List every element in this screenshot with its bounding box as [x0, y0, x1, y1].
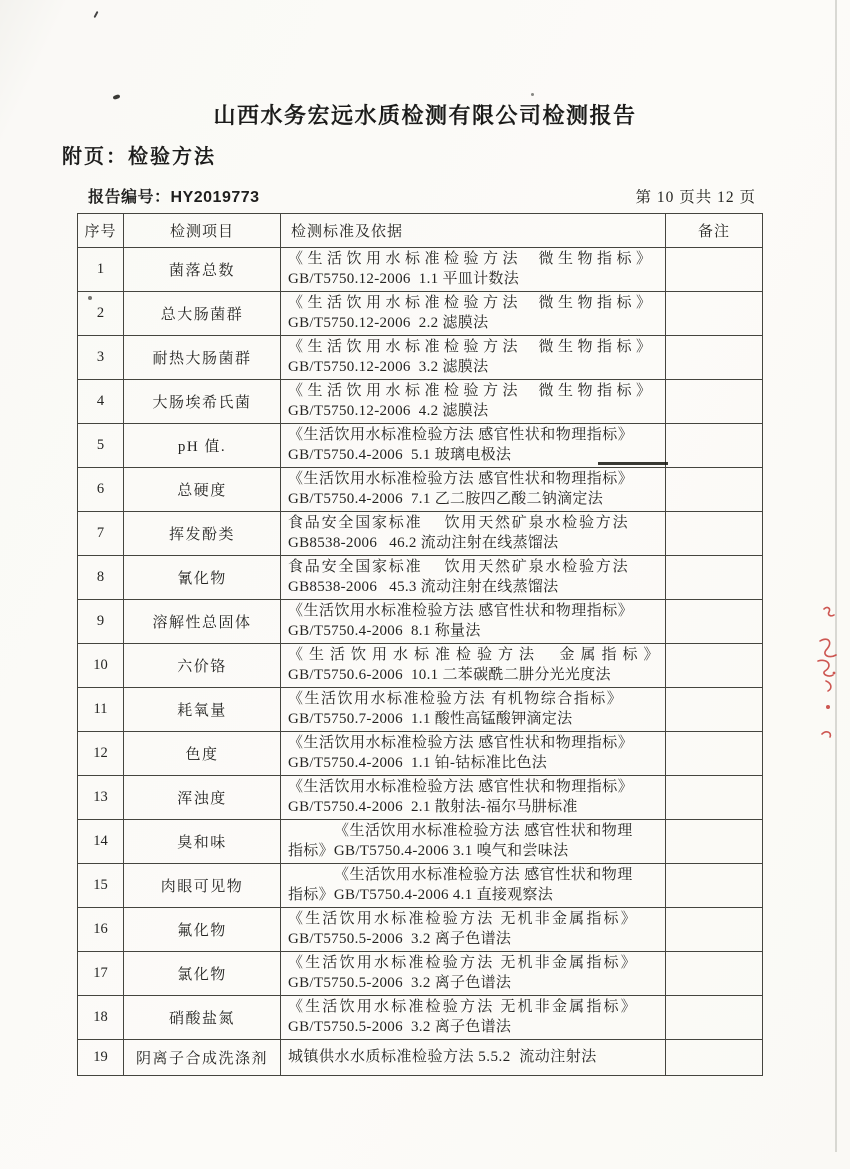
table-row	[78, 952, 763, 996]
remark-cell	[666, 292, 763, 336]
test-item-cell: 氯化物	[124, 952, 281, 996]
test-item-cell: 耗氧量	[124, 688, 281, 732]
standard-cell	[281, 952, 666, 996]
standard-line-2: GB/T5750.4-2006 8.1 称量法	[288, 622, 481, 639]
remark-cell	[666, 688, 763, 732]
table-row	[78, 512, 763, 556]
standard-line-1: 城镇供水水质标准检验方法 5.5.2 流动注射法	[288, 1048, 597, 1065]
test-item-cell: 色度	[124, 732, 281, 776]
column-header-seq: 序号	[78, 214, 124, 248]
standard-line-1: 《生活饮用水标准检验方法 金属指标》	[288, 647, 665, 663]
test-item-cell: 浑浊度	[124, 776, 281, 820]
remark-cell	[666, 820, 763, 864]
row-number-cell: 1	[78, 248, 124, 292]
table-row	[78, 864, 763, 908]
row-number-cell: 4	[78, 380, 124, 424]
test-item-cell: 总大肠菌群	[124, 292, 281, 336]
standard-cell	[281, 820, 666, 864]
page-indicator: 第 10 页共 12 页	[635, 189, 756, 206]
standard-line-1: 《生活饮用水标准检验方法 微生物指标》	[288, 339, 656, 355]
standard-line-2: GB8538-2006 45.3 流动注射在线蒸馏法	[288, 578, 559, 595]
scan-speck	[93, 11, 98, 18]
scanner-edge-line	[835, 0, 837, 1152]
standard-cell	[281, 996, 666, 1040]
standard-line-1: 《生活饮用水标准检验方法 微生物指标》	[288, 251, 656, 267]
table-row	[78, 1040, 763, 1076]
standard-line-1: 《生活饮用水标准检验方法 无机非金属指标》	[288, 911, 638, 927]
row-number-cell: 8	[78, 556, 124, 600]
column-header-item: 检测项目	[124, 214, 281, 248]
test-item-cell: 菌落总数	[124, 248, 281, 292]
row-number-cell: 6	[78, 468, 124, 512]
remark-cell	[666, 556, 763, 600]
remark-cell	[666, 996, 763, 1040]
remark-cell	[666, 380, 763, 424]
test-item-cell: pH 值.	[124, 424, 281, 468]
row-number-cell: 17	[78, 952, 124, 996]
standard-line-1: 《生活饮用水标准检验方法 感官性状和物理指标》	[288, 735, 634, 751]
report-number-value: HY2019773	[170, 189, 260, 206]
standard-line-1: 《生活饮用水标准检验方法 感官性状和物理指标》	[288, 427, 634, 443]
standard-line-2: GB/T5750.4-2006 2.1 散射法-福尔马肼标准	[288, 798, 578, 815]
remark-cell	[666, 468, 763, 512]
standard-cell	[281, 732, 666, 776]
test-item-cell: 溶解性总固体	[124, 600, 281, 644]
standard-line-2: GB/T5750.5-2006 3.2 离子色谱法	[288, 930, 512, 947]
standard-line-2: GB/T5750.4-2006 1.1 铂-钴标准比色法	[288, 754, 548, 771]
standard-line-1: 《生活饮用水标准检验方法 感官性状和物理指标》	[288, 603, 634, 619]
table-row	[78, 776, 763, 820]
standard-line-2: GB/T5750.5-2006 3.2 离子色谱法	[288, 1018, 512, 1035]
test-item-cell: 大肠埃希氏菌	[124, 380, 281, 424]
standard-line-2: GB8538-2006 46.2 流动注射在线蒸馏法	[288, 534, 559, 551]
table-row	[78, 248, 763, 292]
column-header-standard: 检测标准及依据	[281, 214, 666, 248]
standard-cell	[281, 248, 666, 292]
remark-cell	[666, 952, 763, 996]
row-number-cell: 12	[78, 732, 124, 776]
standard-line-1: 《生活饮用水标准检验方法 感官性状和物理	[334, 867, 633, 883]
test-item-cell: 氟化物	[124, 908, 281, 952]
standard-line-2: GB/T5750.12-2006 1.1 平皿计数法	[288, 270, 520, 287]
table-row	[78, 732, 763, 776]
standard-cell	[281, 556, 666, 600]
test-item-cell: 总硬度	[124, 468, 281, 512]
scan-speck	[531, 93, 534, 96]
table-header-row	[78, 214, 763, 248]
standard-line-1: 《生活饮用水标准检验方法 感官性状和物理指标》	[288, 779, 634, 795]
table-row	[78, 380, 763, 424]
standard-cell	[281, 688, 666, 732]
column-header-remark: 备注	[666, 214, 763, 248]
standard-line-2: GB/T5750.12-2006 3.2 滤膜法	[288, 358, 489, 375]
standard-line-1: 《生活饮用水标准检验方法 无机非金属指标》	[288, 955, 638, 971]
standard-cell	[281, 600, 666, 644]
remark-cell	[666, 248, 763, 292]
standard-line-2: GB/T5750.5-2006 3.2 离子色谱法	[288, 974, 512, 991]
standard-line-1: 《生活饮用水标准检验方法 微生物指标》	[288, 295, 656, 311]
standard-cell	[281, 1040, 666, 1076]
row-number-cell: 5	[78, 424, 124, 468]
red-stamp-fragment	[810, 603, 844, 753]
test-methods-table	[77, 213, 763, 1076]
standard-cell	[281, 424, 666, 468]
standard-cell	[281, 336, 666, 380]
attachment-subtitle: 附页：检验方法	[62, 146, 216, 168]
row-number-cell: 15	[78, 864, 124, 908]
remark-cell	[666, 644, 763, 688]
standard-cell	[281, 380, 666, 424]
standard-cell	[281, 776, 666, 820]
standard-line-1: 《生活饮用水标准检验方法 微生物指标》	[288, 383, 656, 399]
table-row	[78, 424, 763, 468]
table-row	[78, 908, 763, 952]
table-row	[78, 820, 763, 864]
standard-line-2: GB/T5750.4-2006 5.1 玻璃电极法	[288, 446, 512, 463]
row-number-cell: 16	[78, 908, 124, 952]
standard-line-1: 食品安全国家标准 饮用天然矿泉水检验方法	[288, 515, 630, 531]
table-row	[78, 996, 763, 1040]
standard-line-2: GB/T5750.6-2006 10.1 二苯碳酰二肼分光光度法	[288, 666, 611, 683]
row-number-cell: 9	[78, 600, 124, 644]
test-item-cell: 六价铬	[124, 644, 281, 688]
standard-line-2: GB/T5750.4-2006 7.1 乙二胺四乙酸二钠滴定法	[288, 490, 604, 507]
test-item-cell: 阴离子合成洗涤剂	[124, 1040, 281, 1076]
table-row	[78, 336, 763, 380]
table-row	[78, 688, 763, 732]
report-number-label: 报告编号：	[88, 189, 171, 206]
table-row	[78, 644, 763, 688]
row-number-cell: 2	[78, 292, 124, 336]
standard-cell	[281, 644, 666, 688]
table-row	[78, 556, 763, 600]
standard-line-1: 《生活饮用水标准检验方法 无机非金属指标》	[288, 999, 638, 1015]
standard-cell	[281, 908, 666, 952]
page-title: 山西水务宏远水质检测有限公司检测报告	[213, 103, 637, 128]
remark-cell	[666, 776, 763, 820]
table-row	[78, 468, 763, 512]
row-number-cell: 19	[78, 1040, 124, 1076]
test-item-cell: 氰化物	[124, 556, 281, 600]
remark-cell	[666, 864, 763, 908]
remark-cell	[666, 336, 763, 380]
remark-cell	[666, 600, 763, 644]
standard-line-2: 指标》GB/T5750.4-2006 3.1 嗅气和尝味法	[288, 842, 569, 859]
test-item-cell: 肉眼可见物	[124, 864, 281, 908]
test-item-cell: 臭和味	[124, 820, 281, 864]
test-item-cell: 挥发酚类	[124, 512, 281, 556]
test-item-cell: 硝酸盐氮	[124, 996, 281, 1040]
standard-line-1: 《生活饮用水标准检验方法 有机物综合指标》	[288, 691, 624, 707]
standard-cell	[281, 864, 666, 908]
meta-row	[88, 184, 756, 207]
test-item-cell: 耐热大肠菌群	[124, 336, 281, 380]
row-number-cell: 10	[78, 644, 124, 688]
table-row	[78, 292, 763, 336]
standard-line-2: GB/T5750.7-2006 1.1 酸性高锰酸钾滴定法	[288, 710, 573, 727]
standard-line-1: 食品安全国家标准 饮用天然矿泉水检验方法	[288, 559, 630, 575]
report-number	[88, 184, 260, 207]
standard-line-2: GB/T5750.12-2006 4.2 滤膜法	[288, 402, 489, 419]
standard-line-1: 《生活饮用水标准检验方法 感官性状和物理指标》	[288, 471, 634, 487]
standard-line-2: GB/T5750.12-2006 2.2 滤膜法	[288, 314, 489, 331]
standard-cell	[281, 512, 666, 556]
row-number-cell: 18	[78, 996, 124, 1040]
row-number-cell: 14	[78, 820, 124, 864]
remark-cell	[666, 512, 763, 556]
row-number-cell: 3	[78, 336, 124, 380]
table-row	[78, 600, 763, 644]
row-number-cell: 7	[78, 512, 124, 556]
scan-dark-dash	[598, 462, 668, 465]
standard-cell	[281, 292, 666, 336]
standard-line-1: 《生活饮用水标准检验方法 感官性状和物理	[334, 823, 633, 839]
remark-cell	[666, 1040, 763, 1076]
standard-line-2: 指标》GB/T5750.4-2006 4.1 直接观察法	[288, 886, 554, 903]
scan-speck	[88, 296, 92, 300]
standard-cell	[281, 468, 666, 512]
remark-cell	[666, 732, 763, 776]
row-number-cell: 13	[78, 776, 124, 820]
row-number-cell: 11	[78, 688, 124, 732]
remark-cell	[666, 424, 763, 468]
remark-cell	[666, 908, 763, 952]
